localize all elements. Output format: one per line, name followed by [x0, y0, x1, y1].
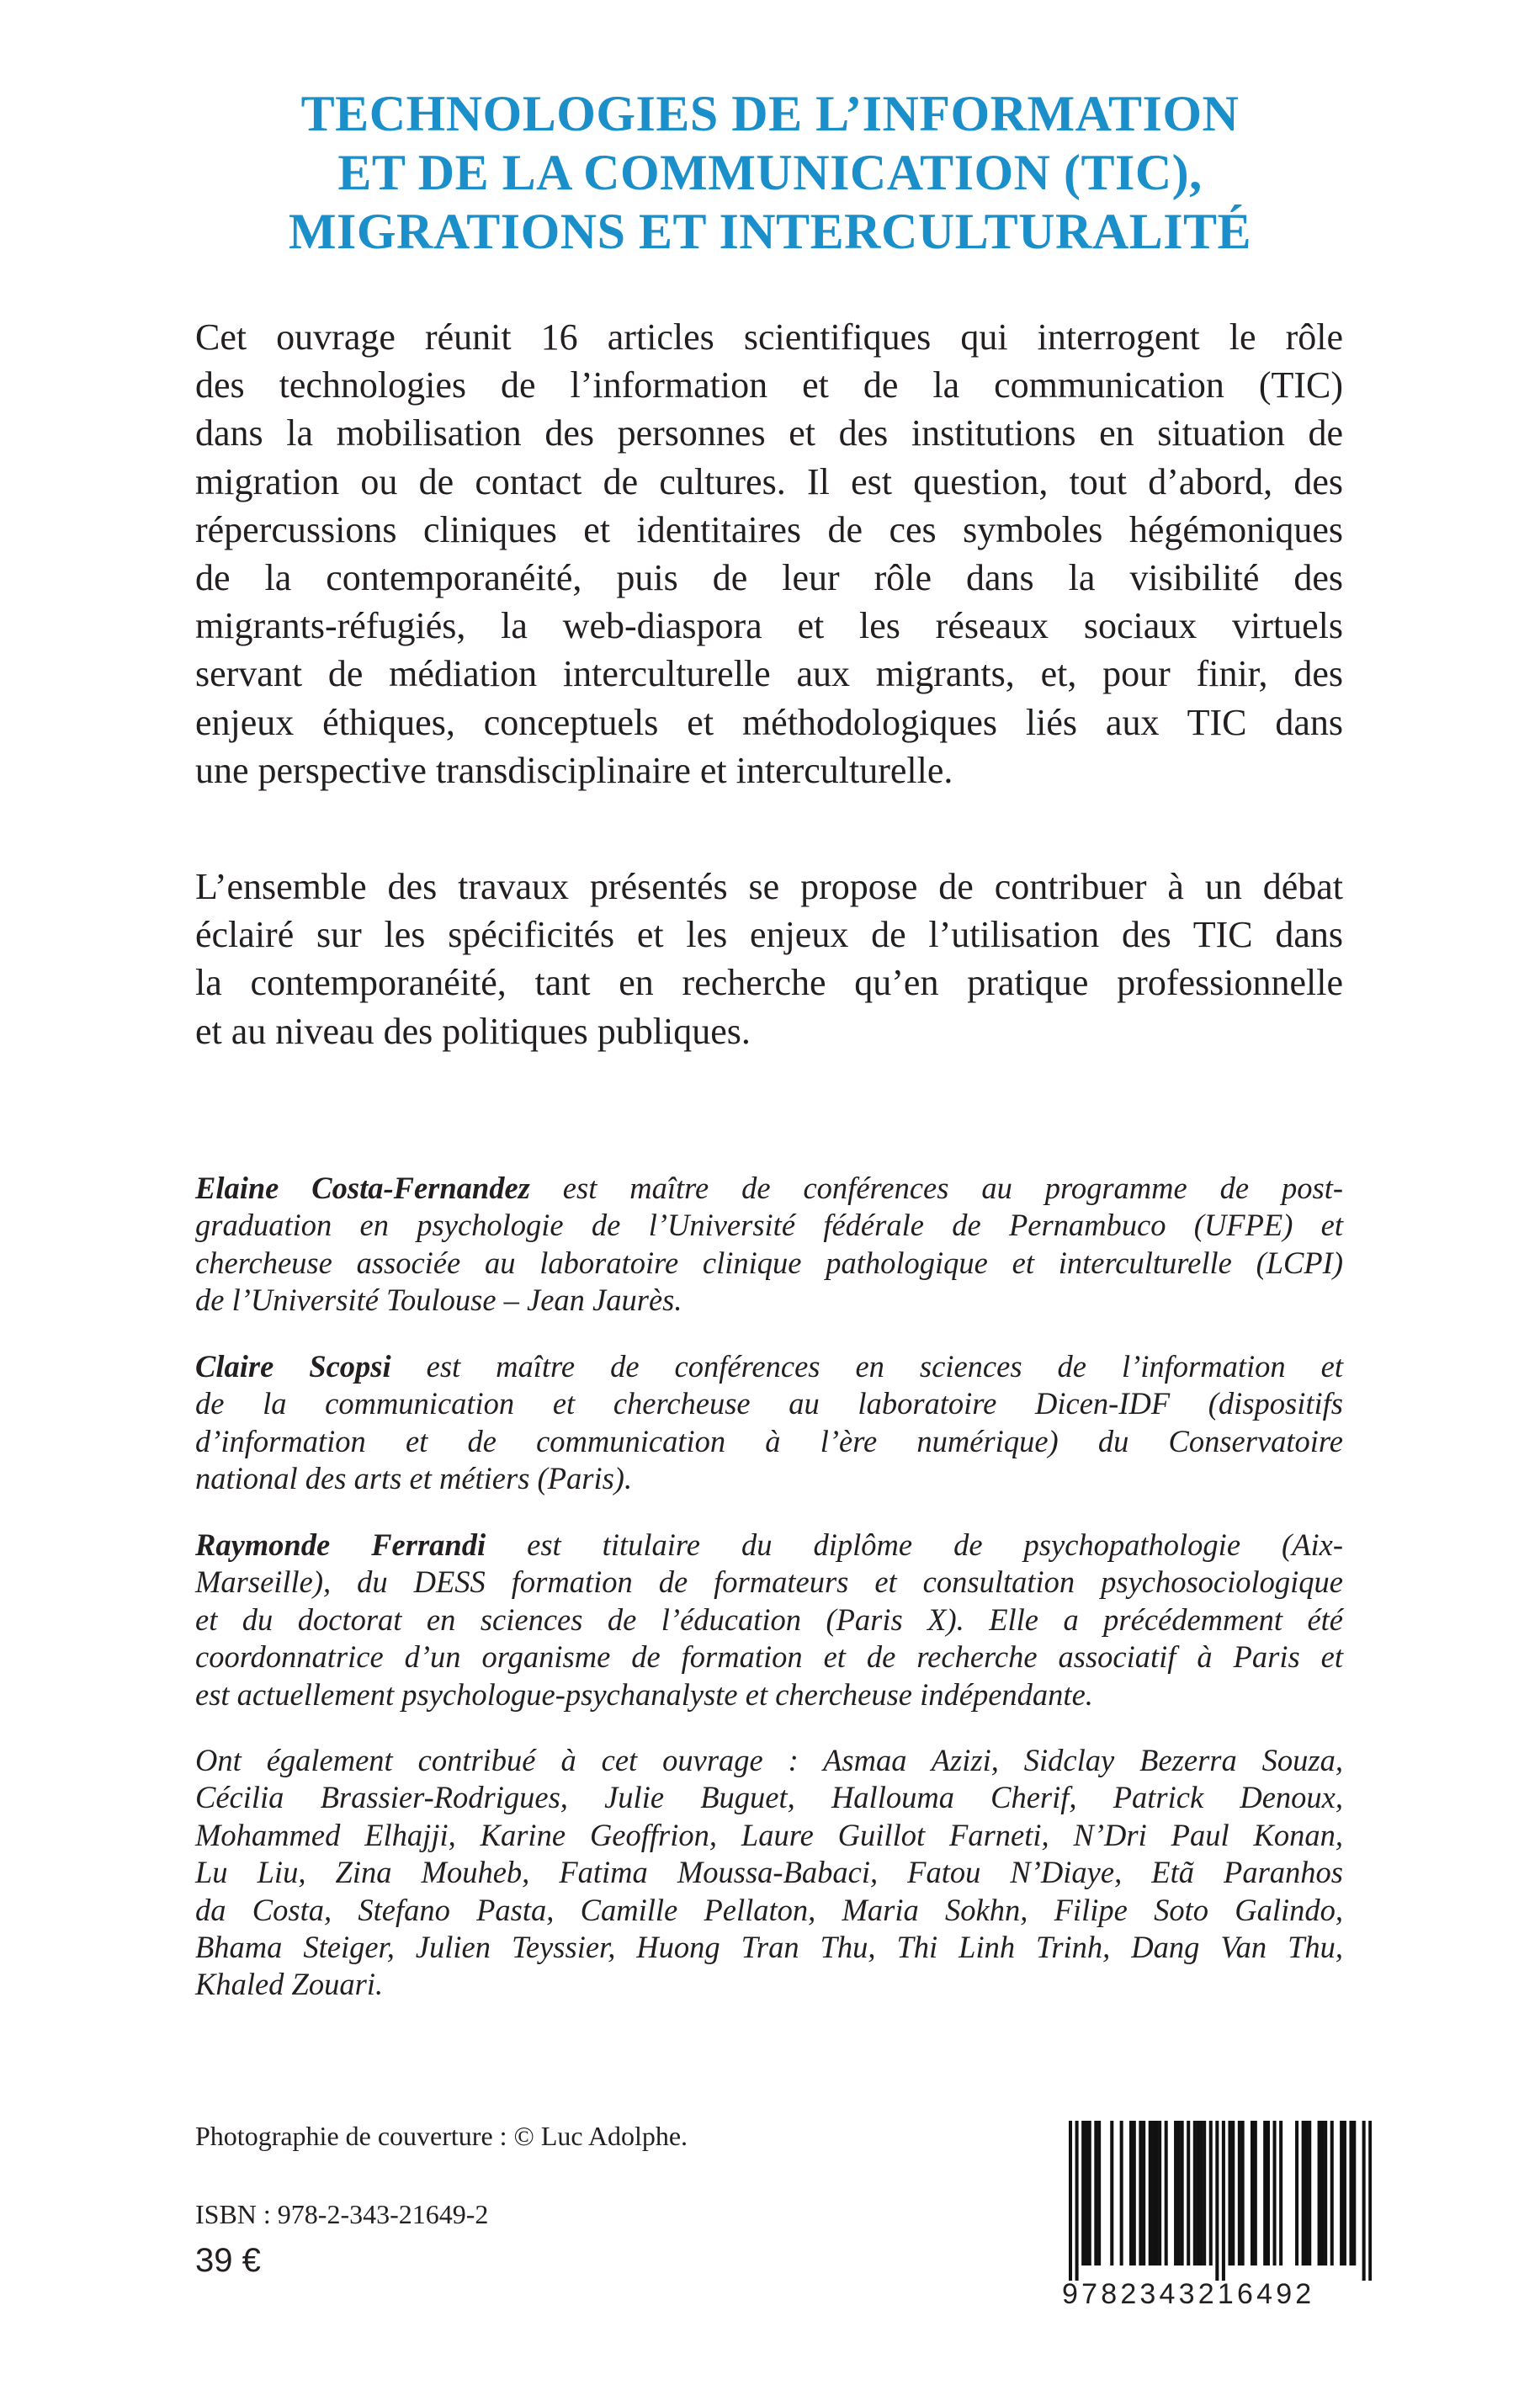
barcode-bar: [1075, 2121, 1079, 2281]
bio-line: Marseille), du DESS formation de formateurs et consultation psychosociologique: [195, 1564, 1343, 1600]
barcode-bar: [1199, 2121, 1203, 2265]
author-name: Claire Scopsi: [195, 1349, 391, 1384]
title-line-1: TECHNOLOGIES DE L’INFORMATION: [300, 86, 1240, 141]
text-line: une perspective transdisciplinaire et interculturelle.: [195, 749, 953, 791]
contributors-line: Khaled Zouari.: [195, 1967, 384, 2002]
barcode-bar: [1241, 2121, 1245, 2265]
barcode-bar: [1238, 2121, 1241, 2265]
text-line: migration ou de contact de cultures. Il est question, tout d’abord, des: [195, 460, 1343, 502]
barcode-bar: [1193, 2121, 1197, 2265]
text-line: des technologies de l’information et de la communication (TIC): [195, 364, 1343, 406]
text-line: L’ensemble des travaux présentés se propose de contribuer à un débat: [195, 866, 1343, 907]
text-line: répercussions cliniques et identitaires de ces symboles hégémoniques: [195, 508, 1343, 550]
contributors-line: Cécilia Brassier-Rodrigues, Julie Buguet, Hallouma Cherif, Patrick Denoux,: [195, 1780, 1343, 1815]
barcode-bar: [1273, 2121, 1277, 2265]
author-name: Raymonde Ferrandi: [195, 1527, 486, 1562]
bio-line: graduation en psychologie de l’Université fédérale de Pernambuco (UFPE) et: [195, 1208, 1343, 1243]
barcode-bar: [1340, 2121, 1343, 2265]
barcode-bar: [1069, 2121, 1072, 2281]
barcode-bar: [1094, 2121, 1097, 2265]
barcode-bar: [1181, 2121, 1184, 2265]
text-line: et au niveau des politiques publiques.: [195, 1010, 751, 1052]
barcode-bar: [1231, 2121, 1235, 2265]
bio-text: est maître de conférences au programme de post-: [529, 1171, 1343, 1205]
barcode-bar: [1085, 2121, 1088, 2265]
barcode-bar: [1343, 2121, 1346, 2265]
title-line-2: ET DE LA COMMUNICATION (TIC),: [337, 145, 1203, 200]
contributors-line: da Costa, Stefano Pasta, Camille Pellaton, Maria Sokhn, Filipe Soto Galindo,: [195, 1892, 1343, 1927]
barcode-bar: [1174, 2121, 1177, 2265]
barcode-bar: [1368, 2121, 1372, 2281]
photo-credit: Photographie de couverture : © Luc Adolphe.: [195, 2121, 688, 2151]
summary-paragraph-2: [195, 863, 1343, 1055]
bio-line: est actuellement psychologue-psychanalyste et chercheuse indépendante.: [195, 1676, 1093, 1712]
bio-line: coordonnatrice d’un organisme de formation et de recherche associatif à Paris et: [195, 1639, 1343, 1675]
bio-line: chercheuse associée au laboratoire clinique pathologique et interculturelle (LCPI): [195, 1245, 1343, 1280]
author-bio-ferrandi: [195, 1527, 1343, 1713]
barcode-bar: [1222, 2121, 1225, 2281]
bio-text: est maître de conférences en sciences de l’information et: [390, 1349, 1343, 1384]
barcode-bar: [1187, 2121, 1190, 2265]
contributors-list: [195, 1742, 1343, 2004]
barcode-bar: [1155, 2121, 1158, 2265]
barcode-bar: [1279, 2121, 1282, 2265]
barcode-bar: [1158, 2121, 1161, 2265]
barcode-bar: [1120, 2121, 1123, 2265]
barcode-bar: [1177, 2121, 1181, 2265]
title-line-3: MIGRATIONS ET INTERCULTURALITÉ: [288, 204, 1252, 259]
text-line: migrants-réfugiés, la web-diaspora et les réseaux sociaux virtuels: [195, 605, 1343, 647]
barcode-bar: [1133, 2121, 1136, 2265]
barcode-bar: [1097, 2121, 1101, 2265]
barcode-bar: [1352, 2121, 1356, 2265]
barcode-bar: [1088, 2121, 1091, 2265]
barcode-bar: [1304, 2121, 1308, 2265]
barcode-bar: [1215, 2121, 1219, 2281]
isbn: ISBN : 978-2-343-21649-2: [195, 2199, 489, 2229]
barcode-bar: [1149, 2121, 1152, 2265]
bio-text: est titulaire du diplôme de psychopathologie (Aix-: [486, 1527, 1343, 1562]
barcode-bar: [1139, 2121, 1142, 2265]
barcode-bar: [1209, 2121, 1213, 2265]
ean13-barcode-icon: [1069, 2121, 1372, 2289]
barcode-bar: [1228, 2121, 1231, 2265]
barcode-bar: [1295, 2121, 1298, 2265]
barcode-bar: [1251, 2121, 1254, 2265]
barcode-bar: [1263, 2121, 1267, 2265]
bio-line: d’information et de communication à l’ère numérique) du Conservatoire: [195, 1423, 1343, 1458]
barcode-bar: [1142, 2121, 1145, 2265]
bio-line: et du doctorat en sciences de l’éducation (Paris X). Elle a précédemment été: [195, 1602, 1343, 1637]
barcode-bar: [1330, 2121, 1334, 2265]
contributors-line: Mohammed Elhajji, Karine Geoffrion, Laure Guillot Farneti, N’Dri Paul Konan,: [195, 1817, 1343, 1852]
barcode-bar: [1324, 2121, 1327, 2265]
barcode-bar: [1152, 2121, 1155, 2265]
barcode-bar: [1254, 2121, 1257, 2265]
bio-line: de l’Université Toulouse – Jean Jaurès.: [195, 1283, 682, 1318]
contributors-line: Bhama Steiger, Julien Teyssier, Huong Tran Thu, Thi Linh Trinh, Dang Van Thu,: [195, 1930, 1343, 1965]
barcode-bar: [1081, 2121, 1085, 2265]
barcode-bar: [1267, 2121, 1270, 2265]
barcode-bars: [1069, 2121, 1372, 2281]
summary-paragraph-1: [195, 313, 1343, 794]
book-title: [0, 84, 1540, 261]
price: 39 €: [195, 2242, 261, 2279]
barcode-bar: [1203, 2121, 1206, 2265]
author-bio-costa-fernandez: [195, 1170, 1343, 1320]
text-line: enjeux éthiques, conceptuels et méthodologiques liés aux TIC dans: [195, 701, 1343, 743]
barcode-bar: [1308, 2121, 1311, 2265]
text-line: la contemporanéité, tant en recherche qu’en pratique professionnelle: [195, 962, 1343, 1004]
contributors-line: Ont également contribué à cet ouvrage : Asmaa Azizi, Sidclay Bezerra Souza,: [195, 1743, 1343, 1777]
bio-line: national des arts et métiers (Paris).: [195, 1461, 633, 1496]
bio-line: de la communication et chercheuse au laboratoire Dicen-IDF (dispositifs: [195, 1386, 1343, 1421]
barcode-bar: [1362, 2121, 1366, 2281]
text-line: éclairé sur les spécificités et les enjeux de l’utilisation des TIC dans: [195, 914, 1343, 956]
text-line: de la contemporanéité, puis de leur rôle dans la visibilité des: [195, 557, 1343, 599]
author-bio-scopsi: [195, 1348, 1343, 1498]
author-name: Elaine Costa-Fernandez: [195, 1171, 530, 1205]
barcode-bar: [1165, 2121, 1168, 2265]
text-line: servant de médiation interculturelle aux migrants, et, pour finir, des: [195, 653, 1343, 695]
barcode-digits: 9782343216492: [1062, 2278, 1315, 2310]
barcode-bar: [1349, 2121, 1352, 2265]
barcode-bar: [1320, 2121, 1324, 2265]
barcode-bar: [1302, 2121, 1305, 2265]
text-line: dans la mobilisation des personnes et des institutions en situation de: [195, 412, 1343, 454]
contributors-line: Lu Liu, Zina Mouheb, Fatima Moussa-Babaci, Fatou N’Diaye, Etã Paranhos: [195, 1855, 1343, 1890]
barcode-bar: [1197, 2121, 1200, 2265]
barcode-bar: [1129, 2121, 1133, 2265]
barcode-bar: [1110, 2121, 1113, 2265]
barcode-bar: [1318, 2121, 1321, 2265]
text-line: Cet ouvrage réunit 16 articles scientifiques qui interrogent le rôle: [195, 316, 1343, 358]
